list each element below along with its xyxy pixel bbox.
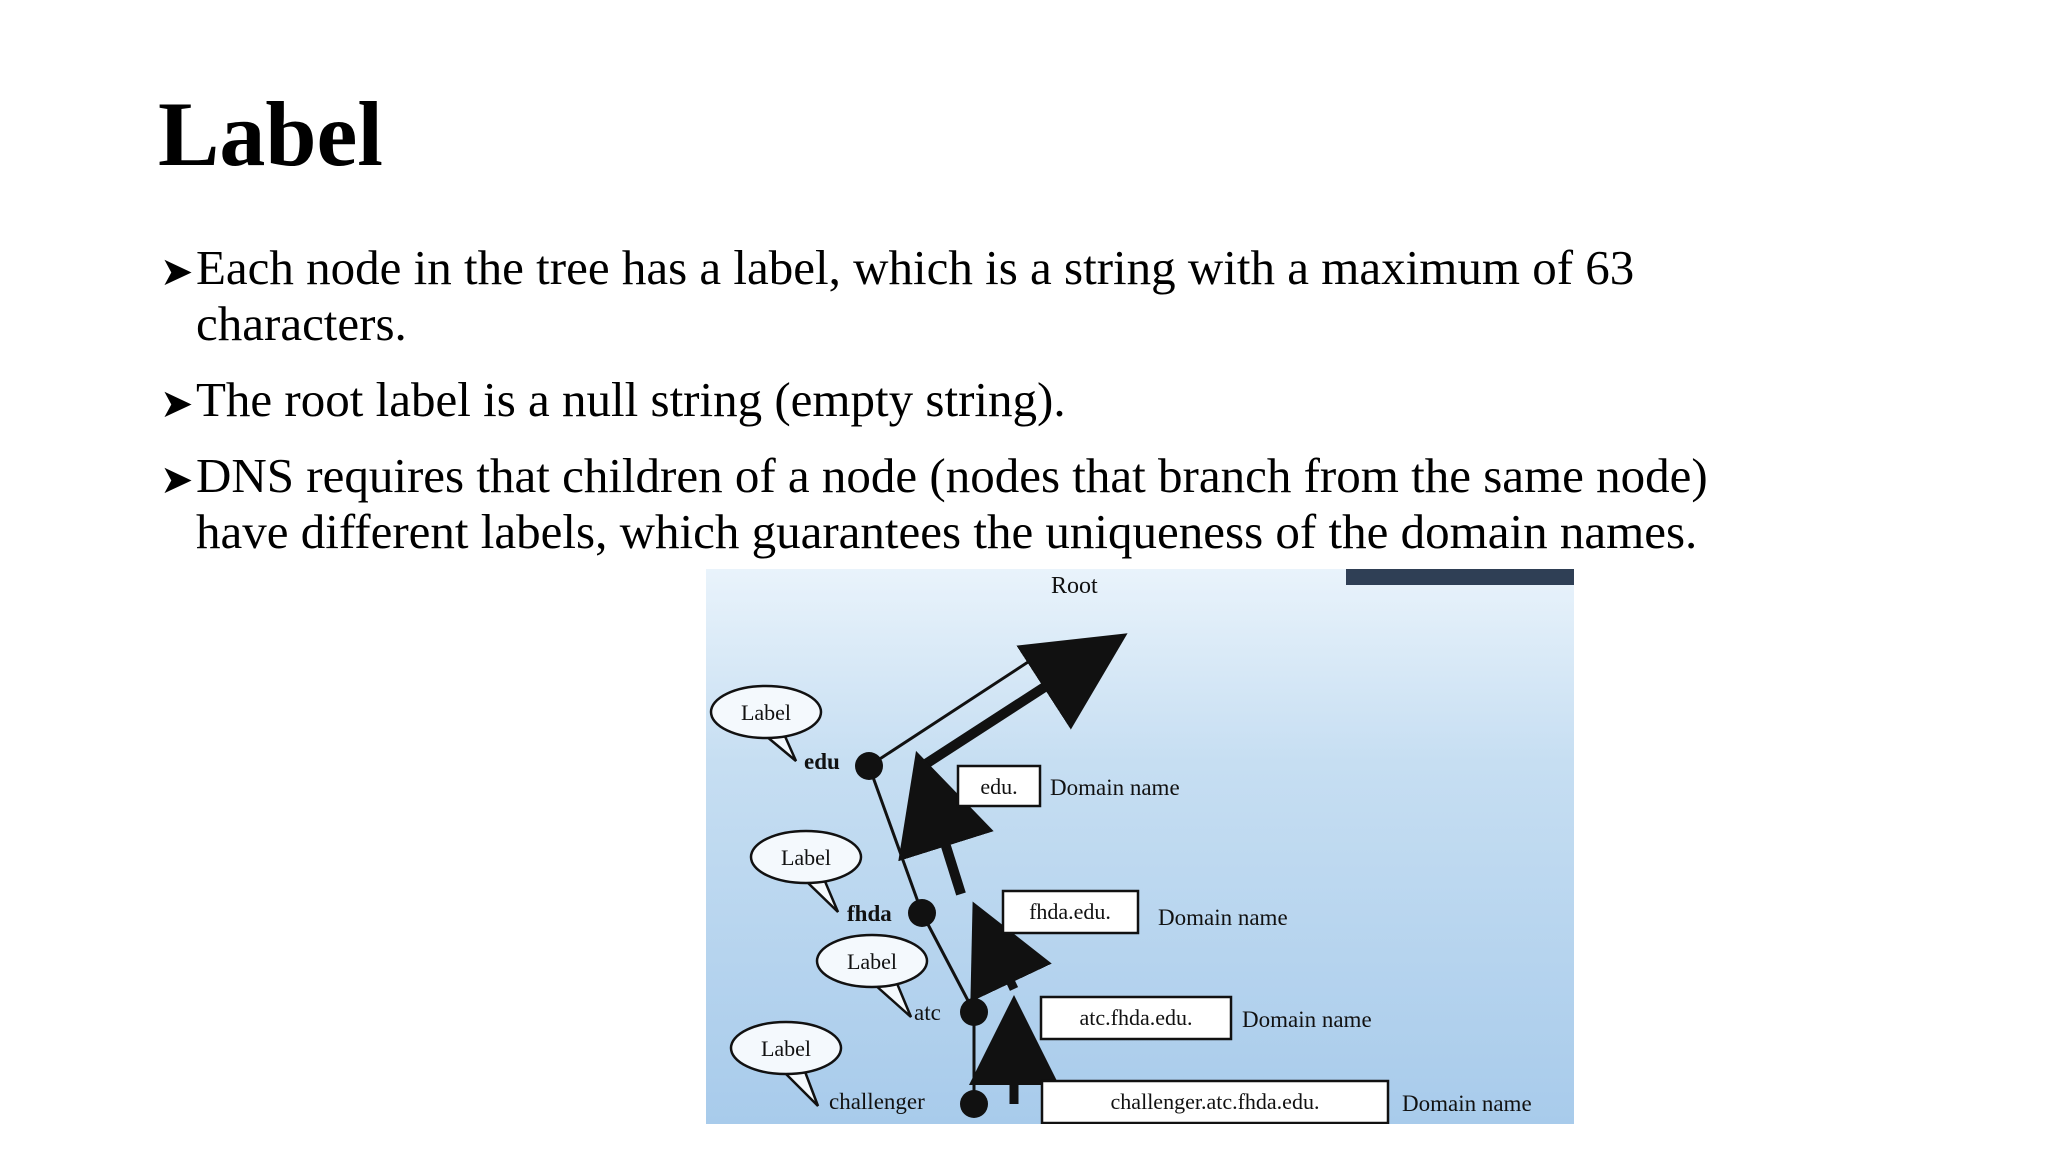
edge-edu-fhda [869,766,922,913]
domain-text: atc.fhda.edu. [1079,1005,1193,1030]
slide-title: Label [158,83,383,185]
bullet-list [158,240,1918,580]
dns-tree-figure [706,569,1574,1124]
cropped-banner [1346,569,1574,585]
node-atc [960,998,988,1026]
node-edu [855,752,883,780]
bullet-text-line1: The root label is a null string (empty string). [196,372,1066,427]
domain-text: fhda.edu. [1029,899,1111,924]
edge-edu-root [869,647,1051,766]
callout-text: Label [740,700,792,725]
callout-bubble-challenger [731,1022,841,1106]
domain-caption: Domain name [1158,905,1288,930]
node-challenger [960,1090,988,1118]
arrow-to-edu [928,789,961,894]
bullet-item [158,372,1918,428]
arrow-to-fhda [988,934,1014,989]
domain-box-atc [1041,997,1372,1039]
arrowhead-bullet-icon: ➤ [160,249,194,295]
domain-box-challenger [1042,1081,1532,1123]
domain-text: edu. [980,774,1018,799]
node-label-challenger: challenger [829,1089,925,1114]
root-label: Root [1051,573,1098,599]
arrowhead-bullet-icon: ➤ [160,457,194,503]
domain-caption: Domain name [1402,1091,1532,1116]
bullet-text-line1: DNS requires that children of a node (nodes that branch from the same node) [196,448,1708,503]
domain-caption: Domain name [1050,775,1180,800]
node-label-fhda: fhda [847,901,892,926]
bullet-item [158,448,1918,560]
domain-box-edu [958,766,1180,806]
node-label-atc: atc [914,1000,941,1025]
node-fhda [908,899,936,927]
arrow-to-root [918,655,1094,769]
callout-text: Label [846,949,898,974]
bullet-text-line2: characters. [196,296,407,351]
edge-fhda-atc [922,913,974,1012]
bullet-text-line2: have different labels, which guarantees the uniqueness of the domain names. [196,504,1698,559]
callout-text: Label [780,845,832,870]
callout-bubble-fhda [751,831,861,912]
bullet-text-line1: Each node in the tree has a label, which is a string with a maximum of 63 [196,240,1635,295]
node-label-edu: edu [804,749,840,774]
domain-box-fhda [1003,891,1288,933]
arrowhead-bullet-icon: ➤ [160,381,194,427]
bullet-item [158,240,1918,352]
callout-bubble-atc [817,935,927,1017]
domain-caption: Domain name [1242,1007,1372,1032]
dns-tree-diagram [706,569,1574,1124]
callout-text: Label [760,1036,812,1061]
domain-text: challenger.atc.fhda.edu. [1110,1089,1320,1114]
